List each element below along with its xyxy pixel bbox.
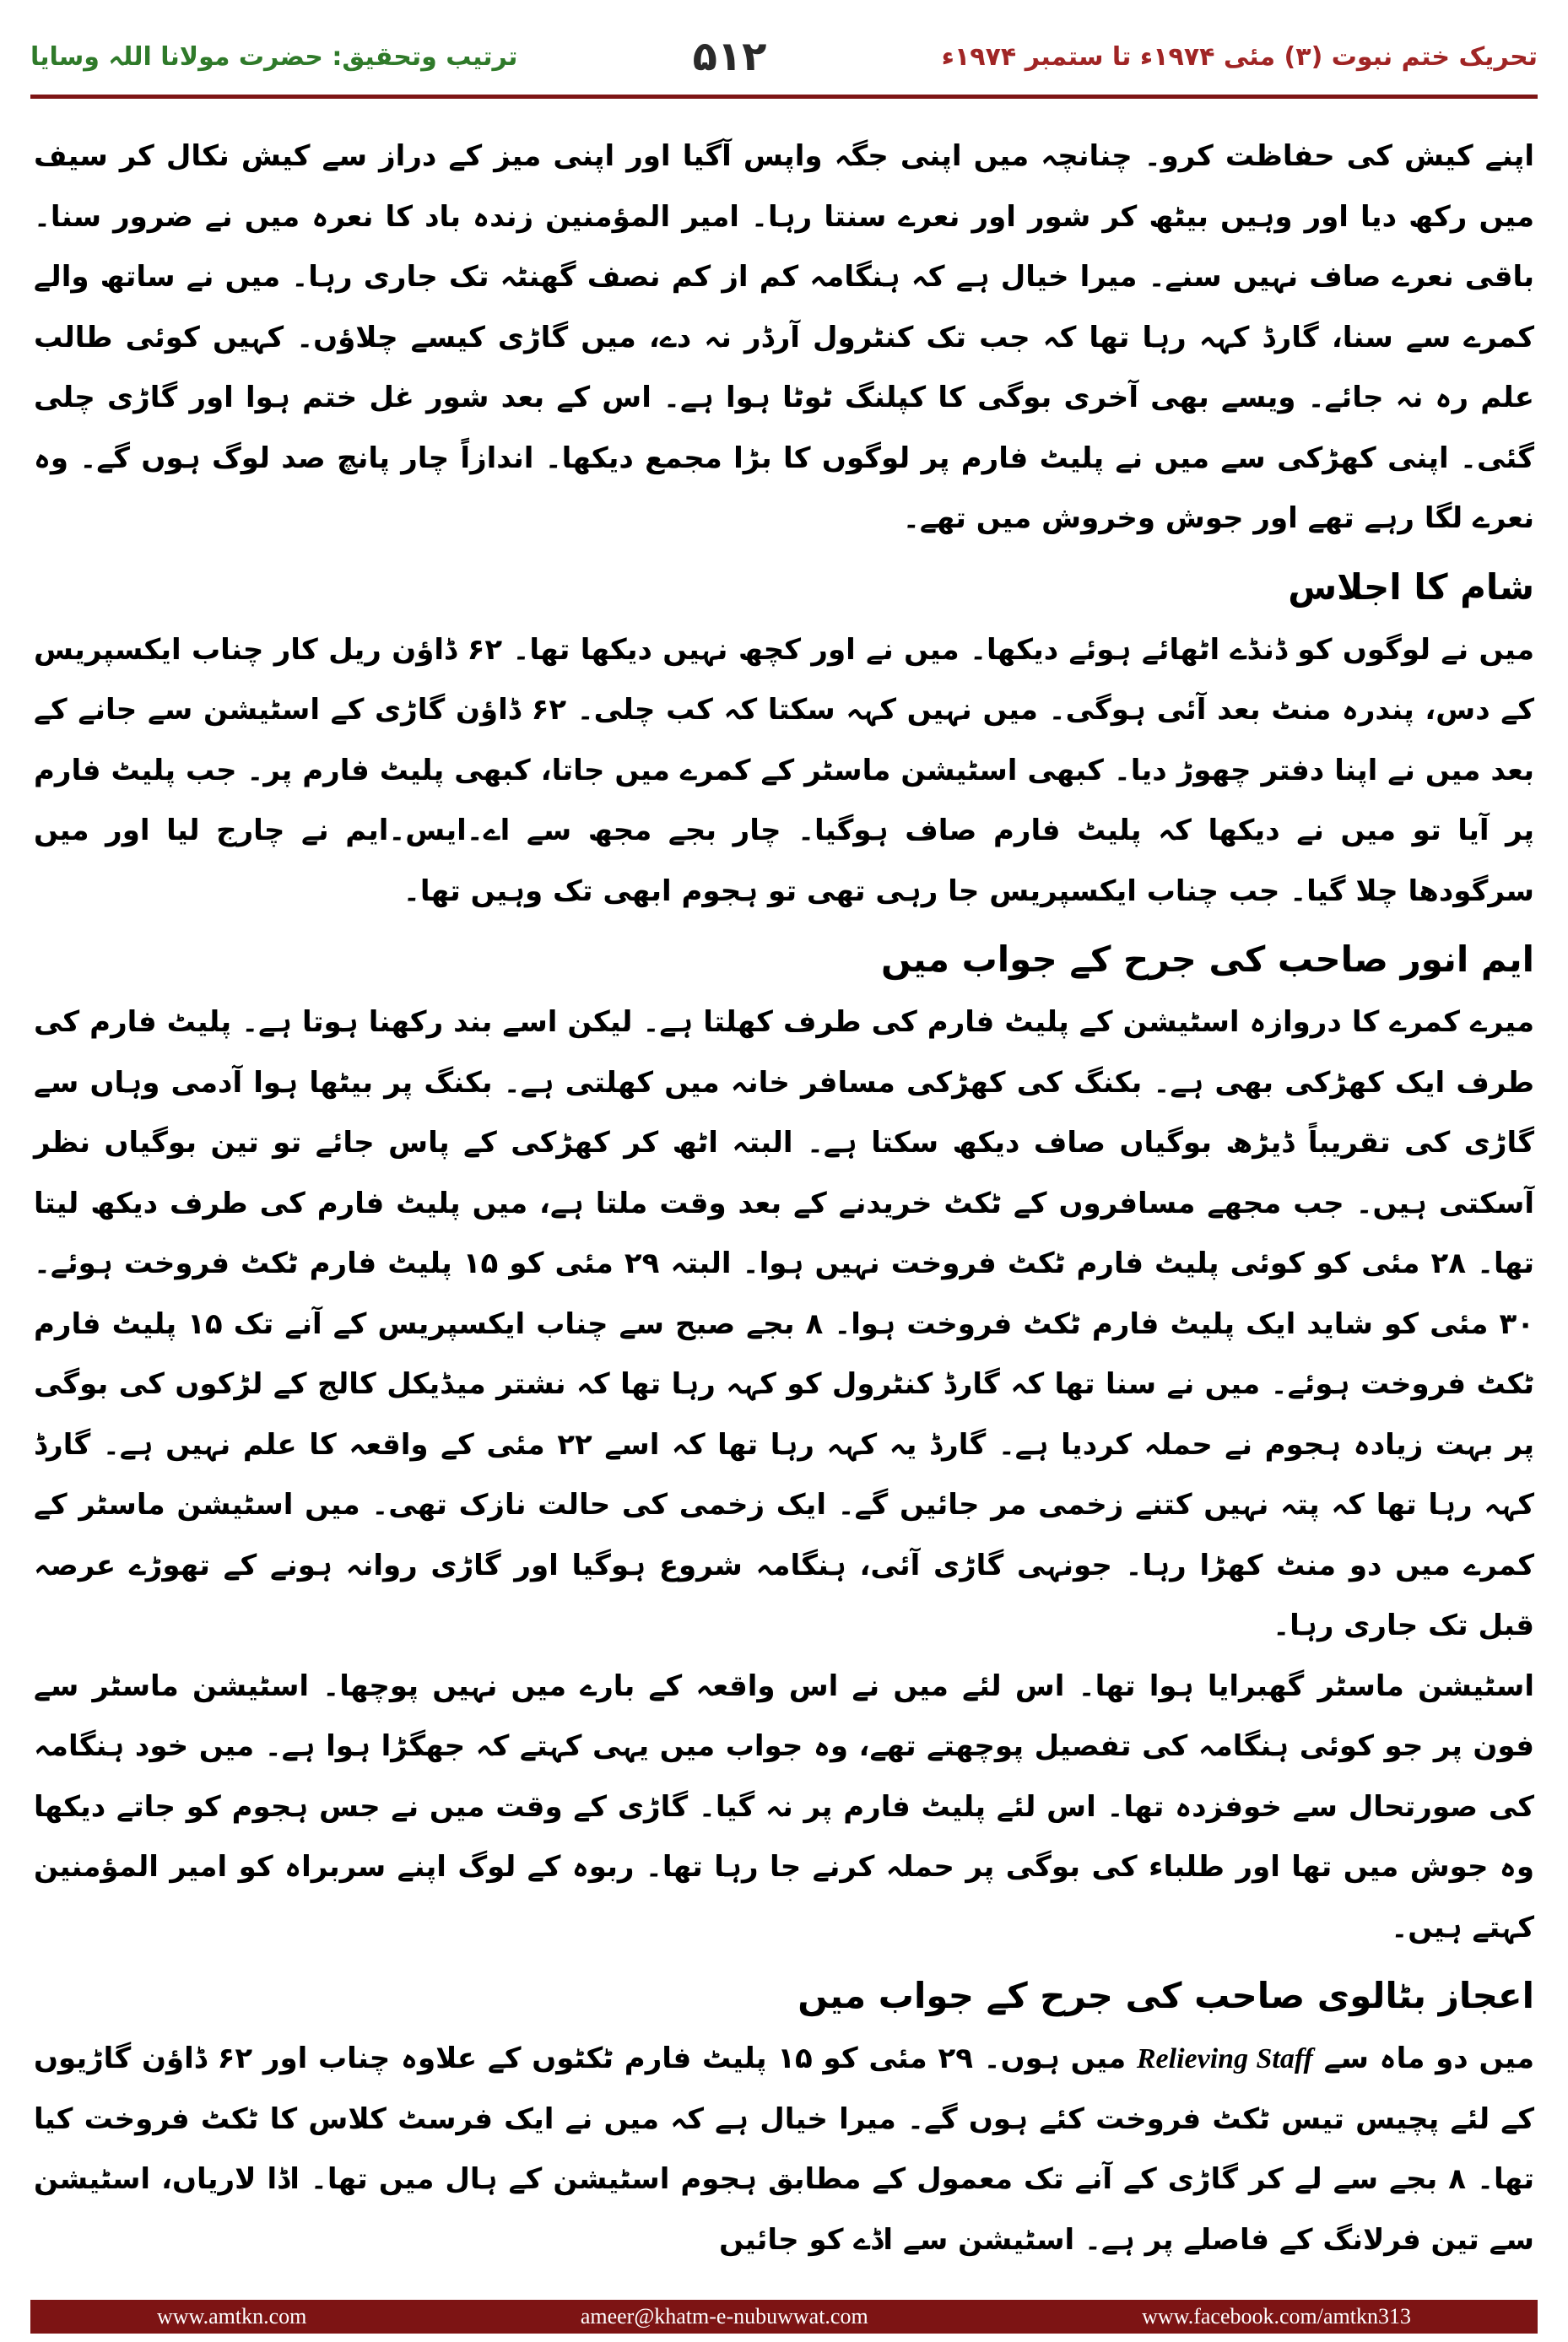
compiler-credit: ترتیب وتحقیق: حضرت مولانا اللہ وسایا [30, 41, 518, 72]
paragraph-station-master: اسٹیشن ماسٹر گھبرایا ہوا تھا۔ اس لئے میں نے اس واقعہ کے بارے میں نہیں پوچھا۔ اسٹیشن ماسٹر سے فون پر جو کوئی ہنگامہ کی تفصیل پوچھتے تھے، وہ جواب میں یہی کہتے کہ جھگڑا ہوا ہے۔ میں خود ہنگامہ کی صورتحال سے خوفزدہ تھا۔ اس لئے پلیٹ فارم پر نہ گیا۔ گاڑی کے وقت میں نے جس ہجوم کو جاتے دیکھا وہ جوش میں تھا اور طلباء کی بوگی پر حملہ کرنے جا رہا تھا۔ ربوہ کے لوگ اپنے سربراہ کو امیر المؤمنین کہتے ہیں۔ [34, 1669, 1534, 1944]
heading-evening-session: شام کا اجلاس [1288, 565, 1534, 608]
heading-batalvi-cross-examination: اعجاز بٹالوی صاحب کی جرح کے جواب میں [798, 1975, 1534, 2016]
website-link[interactable]: www.amtkn.com [157, 2304, 307, 2328]
header-divider [30, 95, 1538, 99]
page-number: ۵۱۲ [692, 33, 767, 80]
book-title: تحریک ختم نبوت (۳) مئی ۱۹۷۴ء تا ستمبر ۱۹۷۴ء [941, 41, 1538, 72]
page-header [30, 27, 1538, 86]
paragraph-evening-session: میں نے لوگوں کو ڈنڈے اٹھائے ہوئے دیکھا۔ میں نے اور کچھ نہیں دیکھا تھا۔ ۶۲ ڈاؤن ریل کار چناب ایکسپریس کے دس، پندرہ منٹ بعد آئی ہوگی۔ میں نہیں کہہ سکتا کہ کب چلی۔ ۶۲ ڈاؤن گاڑی کے اسٹیشن سے جانے کے بعد میں نے اپنا دفتر چھوڑ دیا۔ کبھی اسٹیشن ماسٹر کے کمرے میں جاتا، کبھی پلیٹ فارم پر۔ جب پلیٹ فارم پر آیا تو میں نے دیکھا کہ پلیٹ فارم صاف ہوگیا۔ چار بجے مجھ سے اے۔ایس۔ایم نے چارج لیا اور میں سرگودھا چلا گیا۔ جب چناب ایکسپریس جا رہی تھی تو ہجوم ابھی تک وہیں تھا۔ [34, 632, 1535, 908]
paragraph-batalvi-part-1: میں دو ماہ سے [1312, 2042, 1534, 2075]
page-body [34, 127, 1535, 2257]
page-footer [30, 2300, 1538, 2334]
heading-anwar-cross-examination: ایم انور صاحب کی جرح کے جواب میں [881, 938, 1534, 980]
email-link[interactable]: ameer@khatm-e-nubuwwat.com [580, 2304, 868, 2328]
paragraph-batalvi-part-2: میں ہوں۔ ۲۹ مئی کو ۱۵ پلیٹ فارم ٹکٹوں کے علاوہ چناب اور ۶۲ ڈاؤن گاڑیوں کے لئے پچیس تیس ٹکٹ فروخت کئے ہوں گے۔ میرا خیال ہے کہ میں نے ایک فرسٹ کلاس کا ٹکٹ فروخت کیا تھا۔ ۸ بجے سے لے کر گاڑی کے آنے تک معمول کے مطابق ہجوم اسٹیشن کے ہال میں تھا۔ اڈا لاریاں، اسٹیشن سے تین فرلانگ کے فاصلے پر ہے۔ اسٹیشن سے اڈے کو جائیں [34, 2042, 1534, 2257]
english-term: Relieving Staff [1136, 2043, 1313, 2074]
paragraph-cash-safety: اپنے کیش کی حفاظت کرو۔ چنانچہ میں اپنی جگہ واپس آگیا اور اپنی میز کے دراز سے کیش نکال کر سیف میں رکھ دیا اور وہیں بیٹھ کر شور اور نعرے سنتا رہا۔ امیر المؤمنین زندہ باد کا نعرہ میں نے ضرور سنا۔ باقی نعرے صاف نہیں سنے۔ میرا خیال ہے کہ ہنگامہ کم از کم نصف گھنٹہ تک جاری رہا۔ میں نے ساتھ والے کمرے سے سنا، گارڈ کہہ رہا تھا کہ جب تک کنٹرول آرڈر نہ دے، میں گاڑی کیسے چلاؤں۔ کہیں کوئی طالب علم رہ نہ جائے۔ ویسے بھی آخری بوگی کا کپلنگ ٹوٹا ہوا ہے۔ اس کے بعد شور غل ختم ہوا اور گاڑی چلی گئی۔ اپنی کھڑکی سے میں نے پلیٹ فارم پر لوگوں کا بڑا مجمع دیکھا۔ اندازاً چار پانچ صد لوگ ہوں گے۔ وہ نعرے لگا رہے تھے اور جوش وخروش میں تھے۔ [34, 139, 1534, 535]
facebook-link[interactable]: www.facebook.com/amtkn313 [1142, 2304, 1411, 2328]
paragraph-batalvi-answers [34, 2029, 1534, 2270]
paragraph-anwar-answers: میرے کمرے کا دروازہ اسٹیشن کے پلیٹ فارم کی طرف کھلتا ہے۔ لیکن اسے بند رکھنا ہوتا ہے۔ پلیٹ فارم کی طرف ایک کھڑکی بھی ہے۔ بکنگ کی کھڑکی مسافر خانہ میں کھلتی ہے۔ بکنگ پر بیٹھا ہوا آدمی وہاں سے گاڑی کی تقریباً ڈیڑھ بوگیاں صاف دیکھ سکتا ہے۔ البتہ اٹھ کر کھڑکی کے پاس جائے تو تین بوگیاں نظر آسکتی ہیں۔ جب مجھے مسافروں کے ٹکٹ خریدنے کے بعد وقت ملتا ہے، میں پلیٹ فارم کی طرف دیکھ لیتا تھا۔ ۲۸ مئی کو کوئی پلیٹ فارم ٹکٹ فروخت نہیں ہوا۔ البتہ ۲۹ مئی کو ۱۵ پلیٹ فارم ٹکٹ فروخت ہوئے۔ ۳۰ مئی کو شاید ایک پلیٹ فارم ٹکٹ فروخت ہوا۔ ۸ بجے صبح سے چناب ایکسپریس کے آنے تک ۱۵ پلیٹ فارم ٹکٹ فروخت ہوئے۔ میں نے سنا تھا کہ گارڈ کنٹرول کو کہہ رہا تھا کہ نشتر میڈیکل کالج کے لڑکوں کی بوگی پر بہت زیادہ ہجوم نے حملہ کردیا ہے۔ گارڈ یہ کہہ رہا تھا کہ اسے ۲۲ مئی کے واقعہ کا علم نہیں ہے۔ گارڈ کہہ رہا تھا کہ پتہ نہیں کتنے زخمی مر جائیں گے۔ ایک زخمی کی حالت نازک تھی۔ میں اسٹیشن ماسٹر کے کمرے میں دو منٹ کھڑا رہا۔ جونہی گاڑی آئی، ہنگامہ شروع ہوگیا اور گاڑی روانہ ہونے کے تھوڑے عرصہ قبل تک جاری رہا۔ [34, 1005, 1535, 1642]
